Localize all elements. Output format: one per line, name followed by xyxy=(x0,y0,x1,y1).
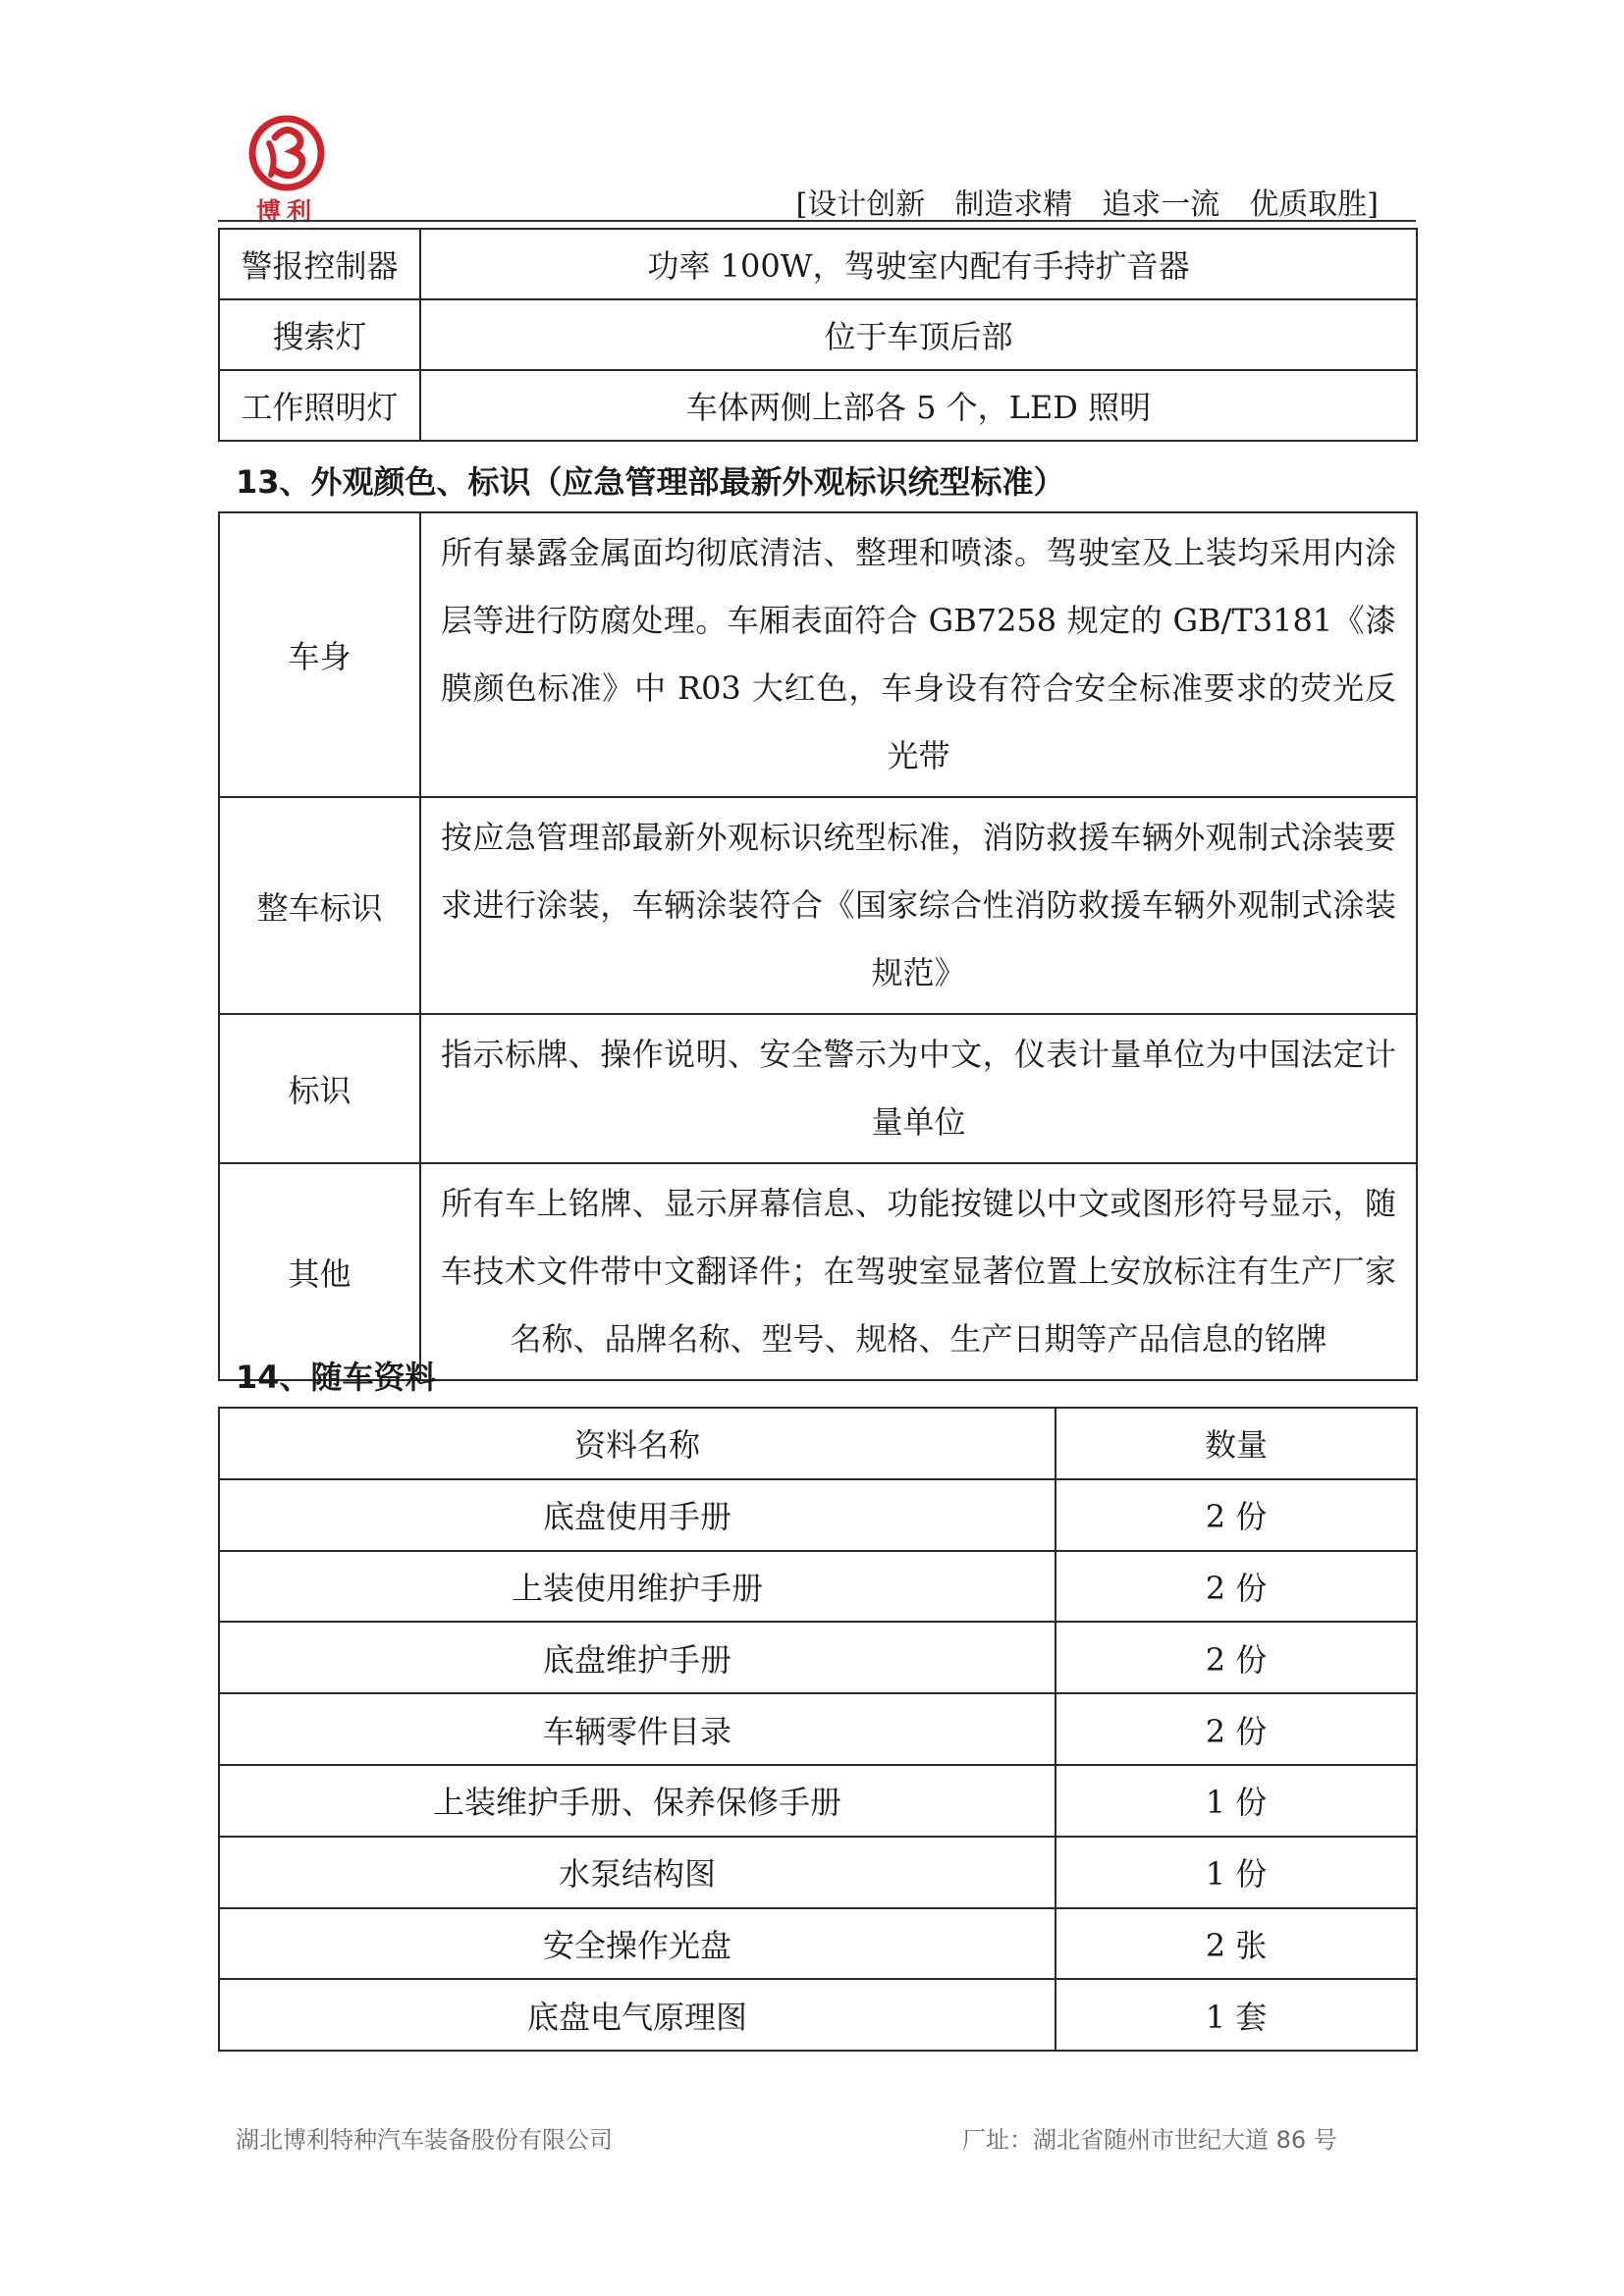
document-name: 底盘电气原理图 xyxy=(219,1979,1056,2051)
equipment-table xyxy=(218,228,1418,442)
header-slogan: [设计创新 制造求精 追求一流 优质取胜] xyxy=(795,187,1379,222)
footer-company: 湖北博利特种汽车装备股份有限公司 xyxy=(236,2126,613,2154)
document-qty: 1 套 xyxy=(1056,1979,1417,2051)
document-name: 安全操作光盘 xyxy=(219,1908,1056,1980)
table-row xyxy=(219,1908,1417,1980)
document-name: 底盘使用手册 xyxy=(219,1479,1056,1551)
row-text: 按应急管理部最新外观标识统型标准，消防救援车辆外观制式涂装要求进行涂装，车辆涂装符合《国家综合性消防救援车辆外观制式涂装规范》 xyxy=(420,797,1417,1014)
section-13-title: 13、外观颜色、标识（应急管理部最新外观标识统型标准） xyxy=(236,463,1065,501)
document-qty: 2 份 xyxy=(1056,1479,1417,1551)
row-label: 标识 xyxy=(219,1014,420,1163)
row-text: 指示标牌、操作说明、安全警示为中文，仪表计量单位为中国法定计量单位 xyxy=(420,1014,1417,1163)
document-qty: 1 份 xyxy=(1056,1765,1417,1837)
document-name: 车辆零件目录 xyxy=(219,1693,1056,1765)
row-label: 整车标识 xyxy=(219,797,420,1014)
appearance-table xyxy=(218,511,1418,1381)
column-header-qty: 数量 xyxy=(1056,1408,1417,1479)
document-qty: 2 张 xyxy=(1056,1908,1417,1980)
section-14-title: 14、随车资料 xyxy=(236,1359,437,1396)
table-row xyxy=(219,1765,1417,1837)
table-row xyxy=(219,370,1417,441)
row-value: 车体两侧上部各 5 个，LED 照明 xyxy=(420,370,1417,441)
table-row xyxy=(219,797,1417,1014)
document-qty: 2 份 xyxy=(1056,1551,1417,1623)
documents-table xyxy=(218,1407,1418,2052)
table-row xyxy=(219,1551,1417,1623)
row-text: 所有暴露金属面均彻底清洁、整理和喷漆。驾驶室及上装均采用内涂层等进行防腐处理。车厢表面符合 GB7258 规定的 GB/T3181《漆膜颜色标准》中 R03 大红色，车身设有符合安全标准要求的荧光反光带 xyxy=(420,512,1417,797)
logo-mark-icon xyxy=(247,114,326,192)
column-header-name: 资料名称 xyxy=(219,1408,1056,1479)
footer-address: 厂址：湖北省随州市世纪大道 86 号 xyxy=(962,2126,1337,2154)
document-qty: 1 份 xyxy=(1056,1837,1417,1908)
row-value: 功率 100W，驾驶室内配有手持扩音器 xyxy=(420,229,1417,299)
table-row xyxy=(219,299,1417,370)
table-row xyxy=(219,229,1417,299)
document-name: 底盘维护手册 xyxy=(219,1622,1056,1693)
row-label: 警报控制器 xyxy=(219,229,420,299)
table-row xyxy=(219,1622,1417,1693)
row-label: 工作照明灯 xyxy=(219,370,420,441)
row-label: 车身 xyxy=(219,512,420,797)
table-row xyxy=(219,1479,1417,1551)
table-row xyxy=(219,1163,1417,1380)
document-qty: 2 份 xyxy=(1056,1622,1417,1693)
table-row xyxy=(219,1979,1417,2051)
document-name: 水泵结构图 xyxy=(219,1837,1056,1908)
logo-text: 博利 xyxy=(255,197,317,226)
table-row xyxy=(219,512,1417,797)
table-header-row xyxy=(219,1408,1417,1479)
row-label: 搜索灯 xyxy=(219,299,420,370)
row-label: 其他 xyxy=(219,1163,420,1380)
table-row xyxy=(219,1693,1417,1765)
document-qty: 2 份 xyxy=(1056,1693,1417,1765)
document-name: 上装使用维护手册 xyxy=(219,1551,1056,1623)
header-divider xyxy=(218,220,1416,222)
table-row xyxy=(219,1837,1417,1908)
row-value: 位于车顶后部 xyxy=(420,299,1417,370)
document-name: 上装维护手册、保养保修手册 xyxy=(219,1765,1056,1837)
row-text: 所有车上铭牌、显示屏幕信息、功能按键以中文或图形符号显示，随车技术文件带中文翻译件；在驾驶室显著位置上安放标注有生产厂家名称、品牌名称、型号、规格、生产日期等产品信息的铭牌 xyxy=(420,1163,1417,1380)
company-logo xyxy=(242,114,332,226)
table-row xyxy=(219,1014,1417,1163)
